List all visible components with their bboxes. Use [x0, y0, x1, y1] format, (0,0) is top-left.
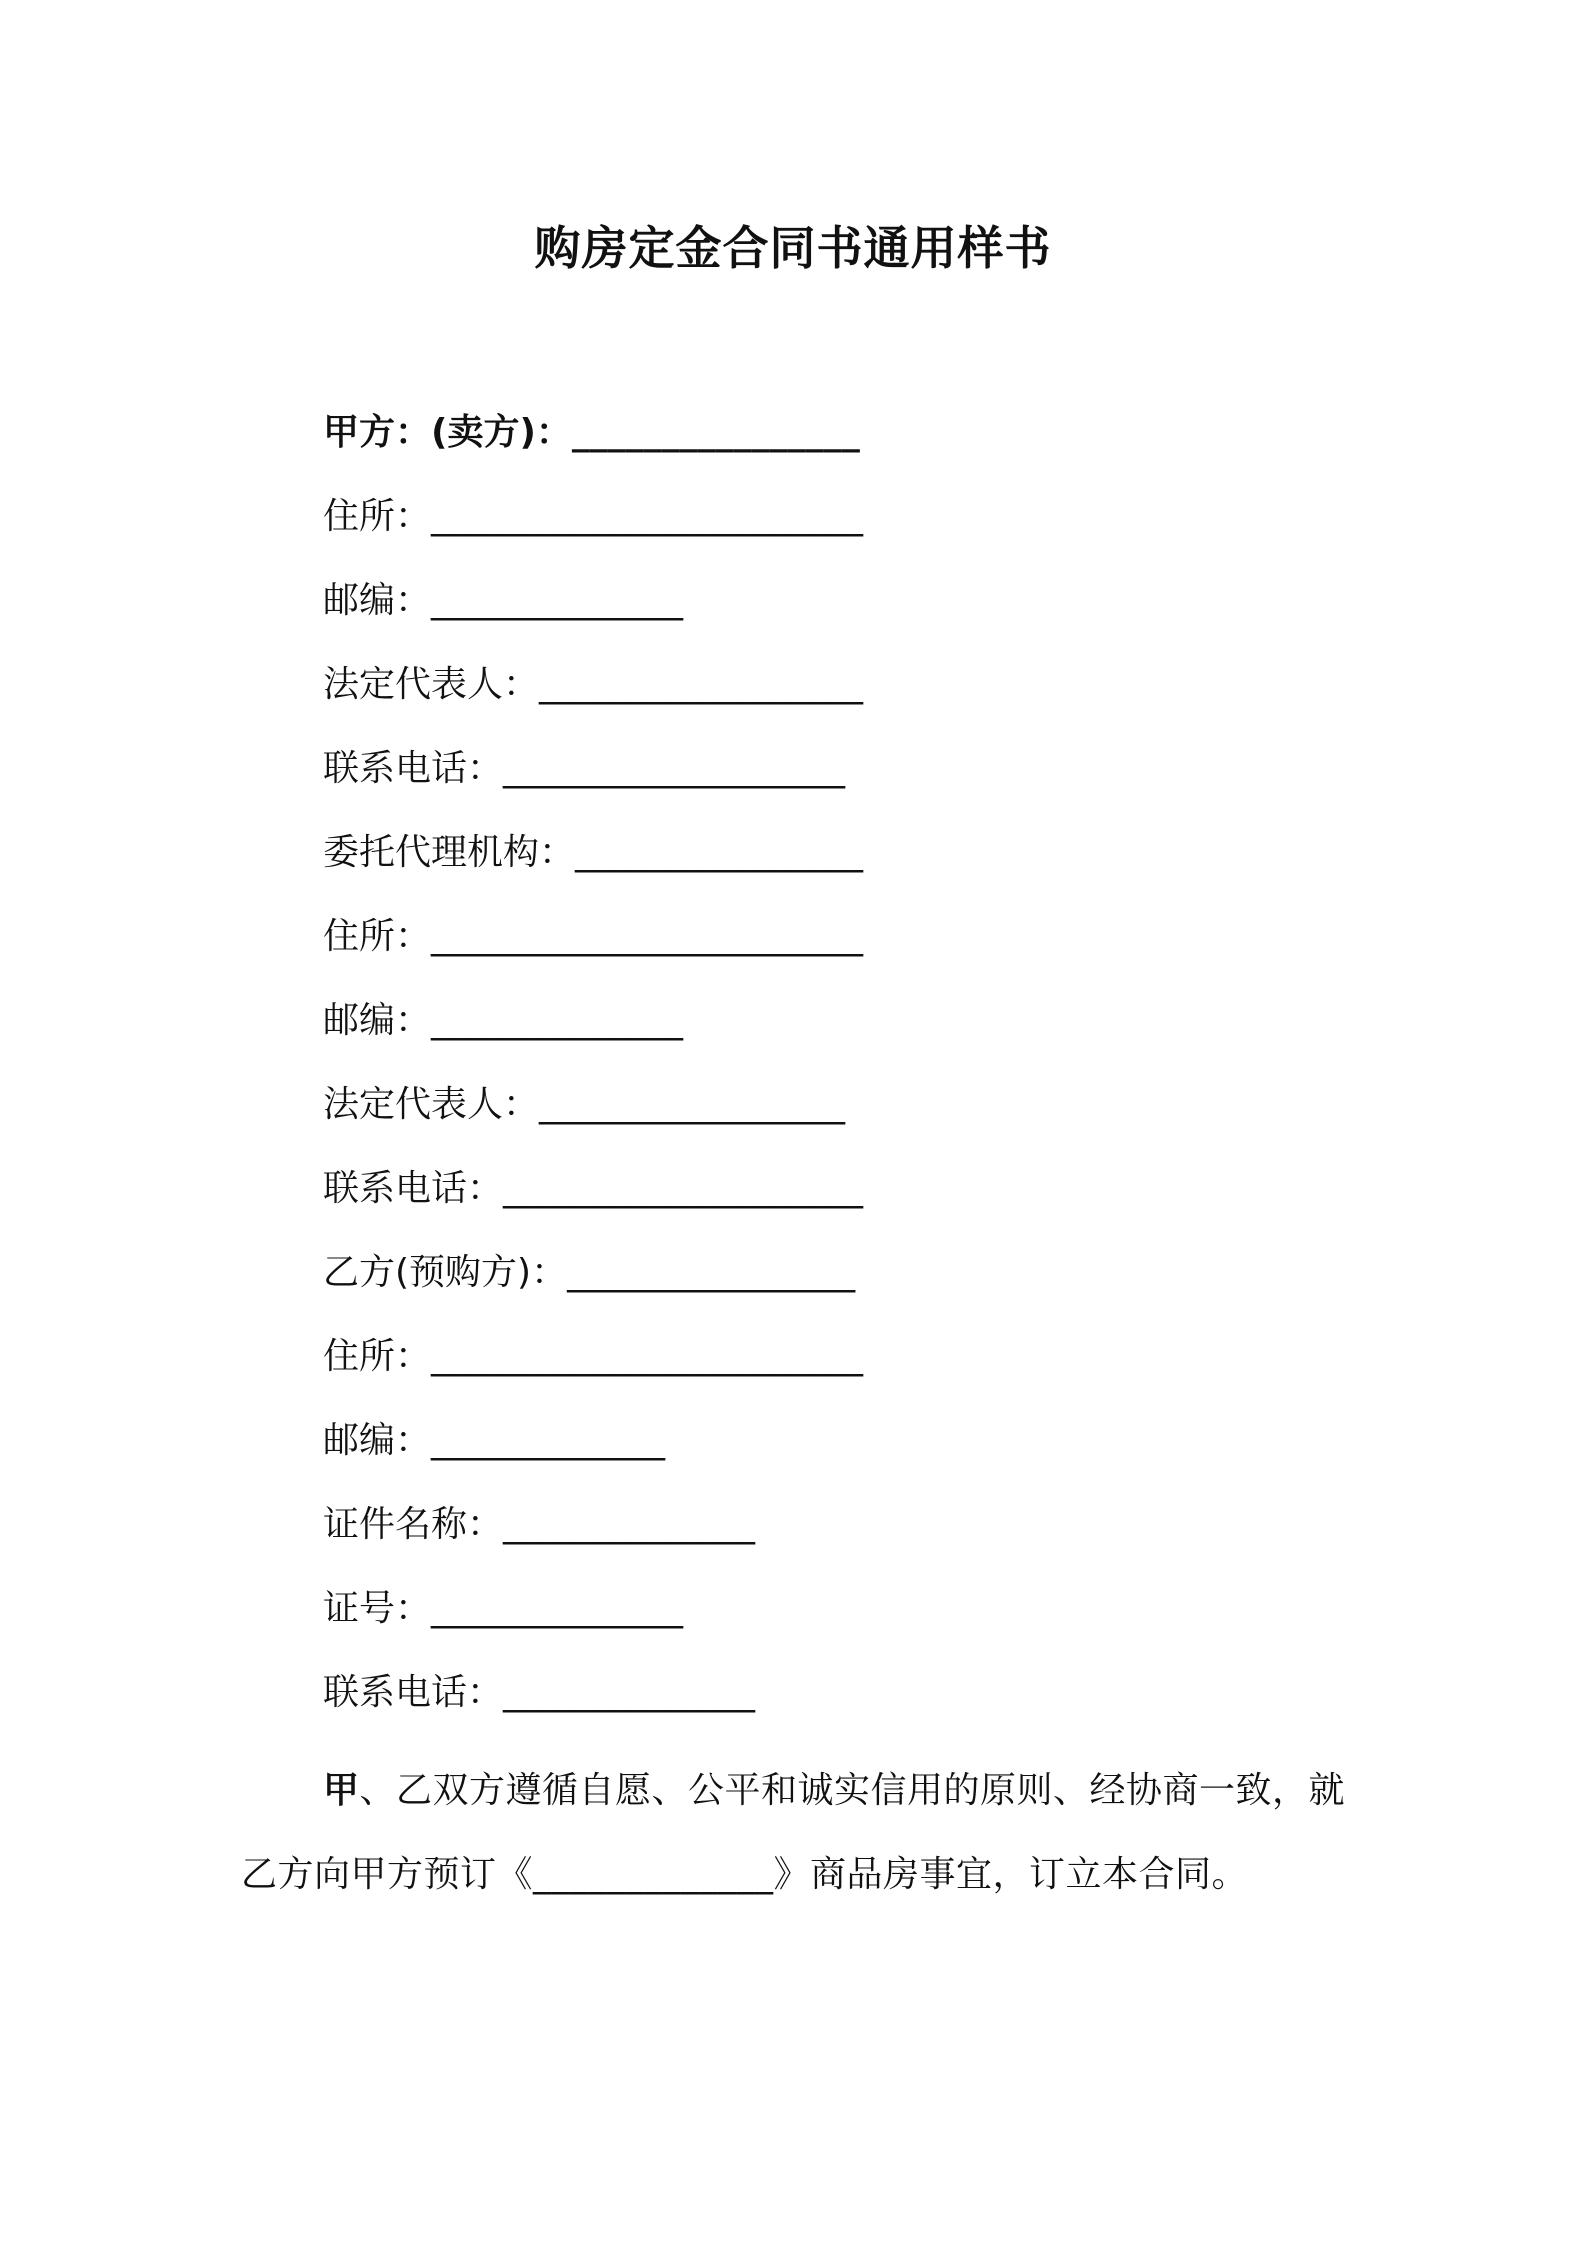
party-field-list	[323, 403, 1423, 1747]
agency-address-field: 住所：________________________	[323, 916, 864, 957]
seller-legal-rep-field: 法定代表人：__________________	[323, 664, 864, 705]
agency-postcode-field: 邮编：______________	[323, 1000, 684, 1041]
paragraph-body: 、乙双方遵循自愿、公平和诚实信用的原则、经协商一致，就乙方向甲方预订《_____________》商品房事宜，订立本合同。	[241, 1770, 1346, 1895]
buyer-name-field: 乙方(预购方)：________________	[323, 1252, 856, 1293]
seller-phone-field: 联系电话：___________________	[323, 748, 846, 789]
agency-legal-rep-field: 法定代表人：_________________	[323, 1084, 846, 1125]
document-title: 购房定金合同书通用样书	[534, 221, 1052, 275]
buyer-phone-field: 联系电话：______________	[323, 1672, 756, 1713]
seller-address-field: 住所：________________________	[323, 496, 864, 537]
paragraph-lead: 甲	[323, 1770, 360, 1811]
agreement-paragraph	[241, 1749, 1351, 1917]
buyer-address-field: 住所：________________________	[323, 1336, 864, 1377]
buyer-id-type-field: 证件名称：______________	[323, 1504, 756, 1545]
buyer-id-number-field: 证号：______________	[323, 1588, 684, 1629]
seller-postcode-field: 邮编：______________	[323, 580, 684, 621]
agency-name-field: 委托代理机构：________________	[323, 832, 864, 873]
buyer-postcode-field: 邮编：_____________	[323, 1420, 666, 1461]
agency-phone-field: 联系电话：____________________	[323, 1168, 864, 1209]
seller-name-field: 甲方：(卖方)：________________	[323, 412, 860, 453]
